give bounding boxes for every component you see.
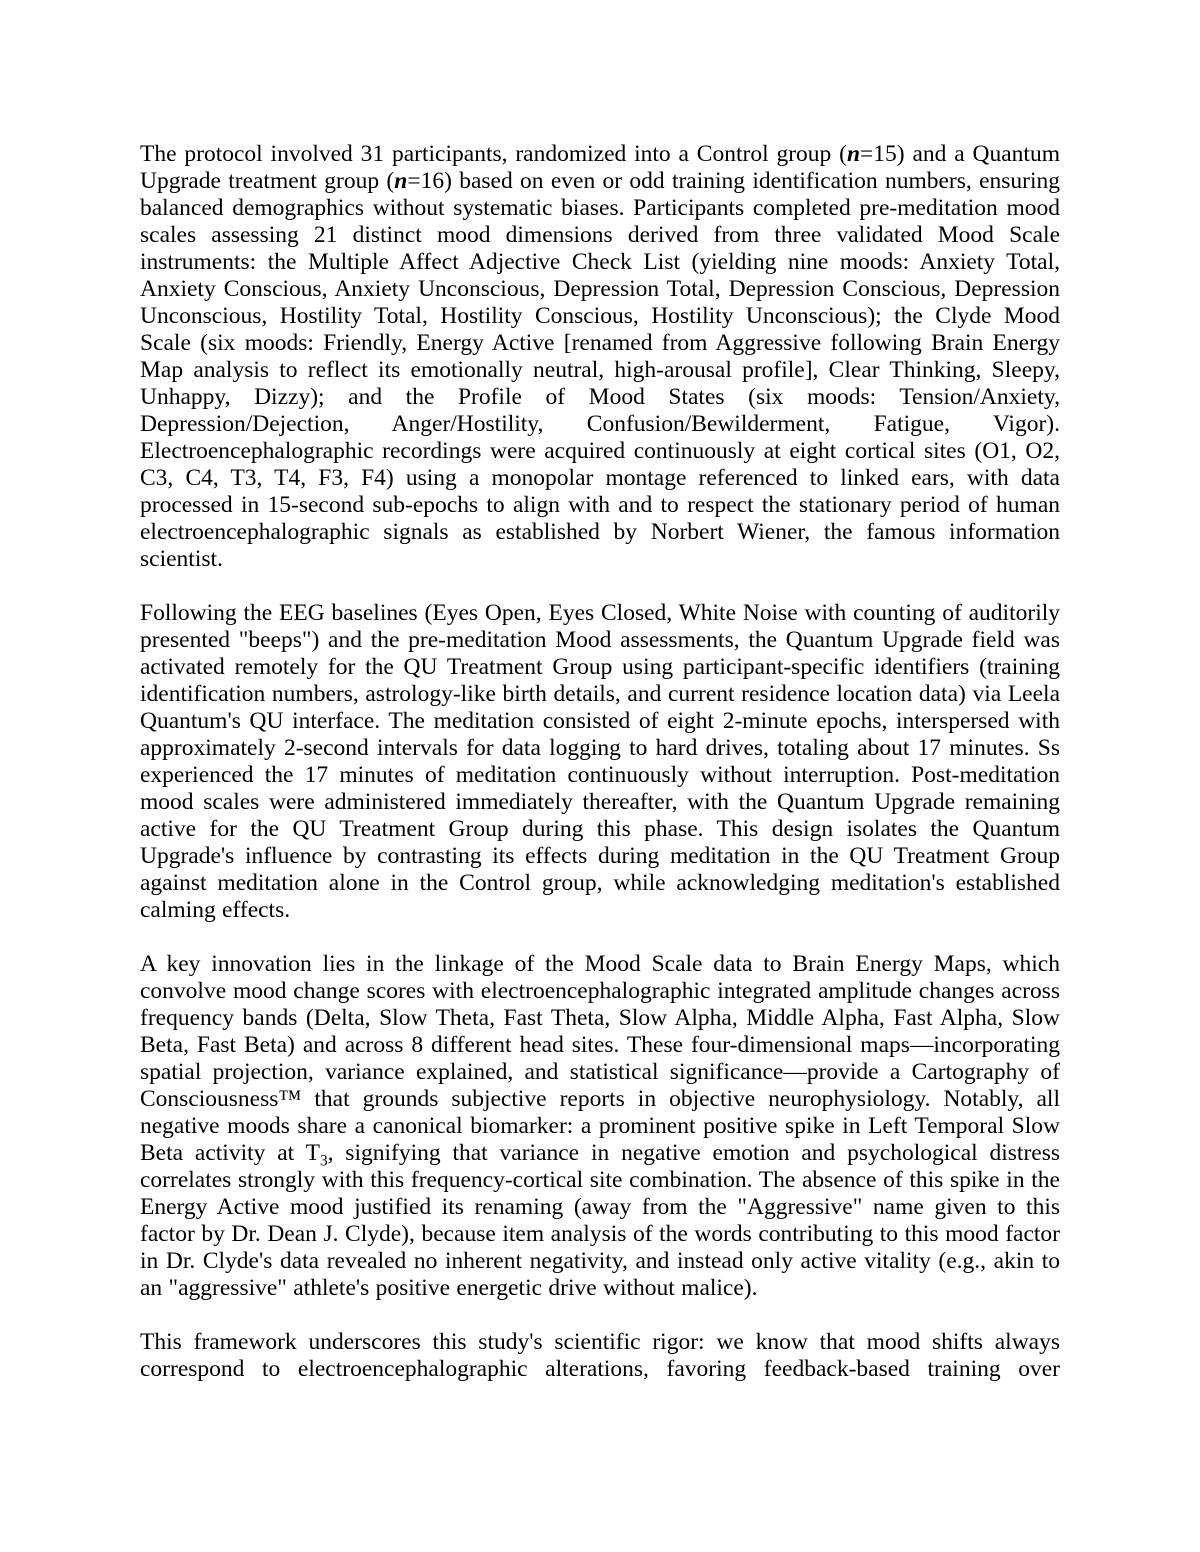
text-run-sub: 3 xyxy=(319,1152,328,1170)
paragraph xyxy=(140,141,1060,573)
document-body xyxy=(140,141,1060,1383)
paragraph xyxy=(140,1329,1060,1383)
text-run: A key innovation lies in the linkage of the Mood Scale data to Brain Energy Maps, which convolve mood change scores with electroencephalographic integrated amplitude changes across frequency bands (Delta, Slow Theta, Fast Theta, Slow Alpha, Middle Alpha, Fast Alpha, Slow Beta, Fast Beta) and across 8 different head sites. These four-dimensional maps—incorporating spatial projection, variance explained, and statistical significance—provide a Cartography of Consciousness™ that grounds subjective reports in objective neurophysiology. Notably, all negative moods share a canonical biomarker: a prominent positive spike in Left Temporal Slow Beta activity at T xyxy=(140,951,1060,1166)
text-run: =16) based on even or odd training identification numbers, ensuring balanced demographics without systematic biases. Participants completed pre-meditation mood scales assessing 21 distinct mood dimensions derived from three validated Mood Scale instruments: the Multiple Affect Adjective Check List (yielding nine moods: Anxiety Total, Anxiety Conscious, Anxiety Unconscious, Depression Total, Depression Conscious, Depression Unconscious, Hostility Total, Hostility Conscious, Hostility Unconscious); the Clyde Mood Scale (six moods: Friendly, Energy Active [renamed from Aggressive following Brain Energy Map analysis to reflect its emotionally neutral, high-arousal profile], Clear Thinking, Sleepy, Unhappy, Dizzy); and the Profile of Mood States (six moods: Tension/Anxiety, Depression/Dejection, Anger/Hostility, Confusion/Bewilderment, Fatigue, Vigor). Electroencephalographic recordings were acquired continuously at eight cortical sites (O1, O2, C3, C4, T3, T4, F3, F4) using a monopolar montage referenced to linked ears, with data processed in 15-second sub-epochs to align with and to respect the stationary period of human electroencephalographic signals as established by Norbert Wiener, the famous information scientist. xyxy=(140,168,1061,572)
text-run: This framework underscores this study's scientific rigor: we know that mood shifts always correspond to electroencephalographic alterations, favoring feedback-based training over xyxy=(140,1329,1060,1382)
text-run-bi: n xyxy=(846,141,861,167)
paragraph xyxy=(140,600,1060,924)
paragraph xyxy=(140,951,1060,1302)
text-run: , signifying that variance in negative emotion and psychological distress correlates strongly with this frequency-cortical site combination. The absence of this spike in the Energy Active mood justified its renaming (away from the "Aggressive" name given to this factor by Dr. Dean J. Clyde), because item analysis of the words contributing to this mood factor in Dr. Clyde's data revealed no inherent negativity, and instead only active vitality (e.g., akin to an "aggressive" athlete's positive energetic drive without malice). xyxy=(140,1140,1060,1301)
text-run: Following the EEG baselines (Eyes Open, Eyes Closed, White Noise with counting of auditorily presented "beeps") and the pre-meditation Mood assessments, the Quantum Upgrade field was activated remotely for the QU Treatment Group using participant-specific identifiers (training identification numbers, astrology-like birth details, and current residence location data) via Leela Quantum's QU interface. The meditation consisted of eight 2-minute epochs, interspersed with approximately 2-second intervals for data logging to hard drives, totaling about 17 minutes. Ss experienced the 17 minutes of meditation continuously without interruption. Post-meditation mood scales were administered immediately thereafter, with the Quantum Upgrade remaining active for the QU Treatment Group during this phase. This design isolates the Quantum Upgrade's influence by contrasting its effects during meditation in the QU Treatment Group against meditation alone in the Control group, while acknowledging meditation's established calming effects. xyxy=(140,600,1060,923)
text-run: =15) and a Quantum Upgrade treatment group ( xyxy=(140,141,1060,194)
text-run: The protocol involved 31 participants, randomized into a Control group ( xyxy=(140,141,847,167)
text-run-bi: n xyxy=(394,168,408,194)
